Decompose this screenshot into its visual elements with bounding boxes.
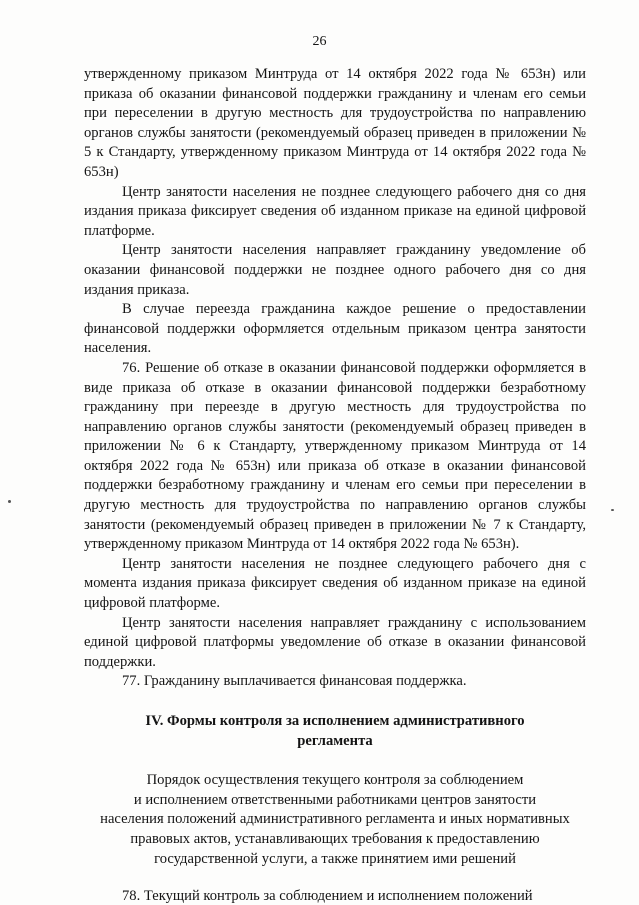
- paragraph-relocation-order: В случае переезда гражданина каждое решение о предоставлении финансовой поддержки оформляется отдельным приказом центра занятости населения.: [84, 301, 586, 357]
- page-number: 26: [312, 34, 327, 49]
- subsection-heading-line: правовых актов, устанавливающих требования к предоставлению: [130, 830, 540, 847]
- section-heading-line: регламента: [297, 732, 373, 749]
- subsection-heading: [84, 771, 586, 869]
- subsection-heading-line: государственной услуги, а также принятием ими решений: [154, 850, 516, 867]
- scan-speck: [8, 500, 11, 503]
- subsection-heading-line: Порядок осуществления текущего контроля за соблюдением: [146, 772, 524, 789]
- subsection-heading-line: и исполнением ответственными работниками центров занятости: [133, 791, 537, 808]
- paragraph-item-76: 76. Решение об отказе в оказании финансовой поддержки оформляется в виде приказа об отказе в оказании финансовой поддержки безработному гражданину при переезде в другую местность для трудоустройства по направлению органов службы занятости (рекомендуемый образец приведен в приложении № 6 к Стандарту, утвержденному приказом Минтруда от 14 октября 2022 года № 653н) или приказа об отказе в оказании финансовой поддержки безработному гражданину и членам его семьи при переселении в другую местность для трудоустройства по направлению органов службы занятости (рекомендуемый образец приведен в приложении № 7 к Стандарту, утвержденному приказом Минтруда от 14 октября 2022 года № 653н).: [84, 359, 586, 553]
- paragraph-send-notice: Центр занятости населения направляет гражданину уведомление об оказании финансовой поддержки не позднее одного рабочего дня со дня издания приказа.: [84, 242, 586, 298]
- scan-speck: [611, 509, 614, 511]
- paragraph-record-order: Центр занятости населения не позднее следующего рабочего дня со дня издания приказа фиксирует сведения об изданном приказе на единой цифровой платформе.: [84, 183, 586, 239]
- paragraph-continuation: утвержденному приказом Минтруда от 14 октября 2022 года № 653н) или приказа об оказании финансовой поддержки гражданину и членам его семьи при переселении в другую местность для трудоустройства по направлению органов службы занятости (рекомендуемый образец приведен в приложении № 5 к Стандарту, утвержденному приказом Минтруда от 14 октября 2022 года № 653н): [84, 66, 586, 180]
- section-heading: [84, 712, 586, 751]
- paragraph-refusal-notice: Центр занятости населения направляет гражданину с использованием единой цифровой платформы уведомление об отказе в оказании финансовой поддержки.: [84, 614, 586, 670]
- section-heading-line: IV. Формы контроля за исполнением административного: [145, 713, 525, 729]
- paragraph-item-78: 78. Текущий контроль за соблюдением и исполнением положений: [122, 888, 533, 905]
- document-body: [84, 65, 586, 905]
- subsection-heading-line: населения положений административного регламента и иных нормативных: [100, 811, 570, 828]
- paragraph-item-77: 77. Гражданину выплачивается финансовая поддержка.: [122, 673, 467, 690]
- paragraph-record-refusal: Центр занятости населения не позднее следующего рабочего дня с момента издания приказа фиксирует сведения об изданном приказе на единой цифровой платформе.: [84, 555, 586, 612]
